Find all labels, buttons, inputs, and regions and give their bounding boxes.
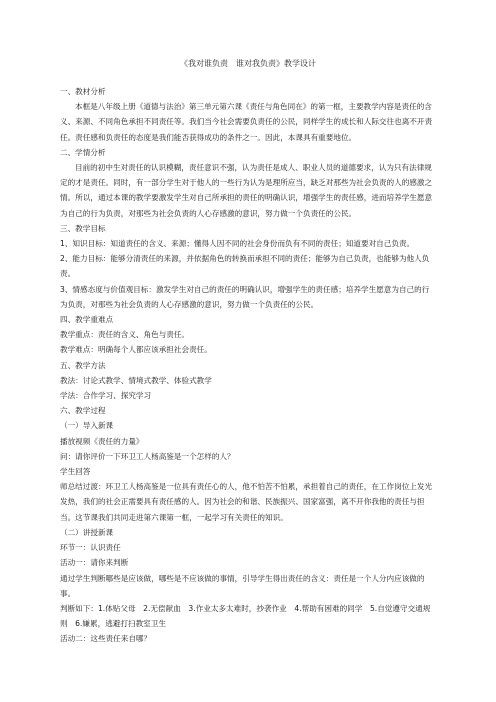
paragraph-line: 2、能力目标：能够分清责任的来源，并依据角色的转换而承担不同的责任；能够为自己负责，也能够为他人负责。	[60, 254, 430, 279]
paragraph-line: 问：请你评价一下环卫工人杨高鉴是一个怎样的人？	[60, 451, 235, 461]
paragraph-line: 二、学情分析	[60, 147, 106, 157]
paragraph-line: 五、教学方法	[60, 360, 106, 370]
paragraph-line: （一）导入新课	[60, 421, 114, 431]
paragraph-line: 环节一：认识责任	[60, 543, 121, 553]
paragraph-line: 三、教学目标	[60, 223, 106, 233]
paragraph-line: 3、情感态度与价值观目标：激发学生对自己的责任的明确认识，增强学生的责任感；培养学生愿意为自己的行为负责，对那些为社会负责的人心存感激的意识，努力做一个负责任的公民。	[60, 284, 430, 309]
paragraph-line: （二）讲授新课	[60, 527, 114, 537]
paragraph-line: 目前的初中生对责任的认识模糊，责任意识不强，认为责任是成人、职业人员的道德要求，认为只有法律规定的才是责任。同时，有一部分学生对于他人的一些行为认为是理所应当，缺乏对那些为社会负责的人的感激之情。所以，通过本课的教学要激发学生对自己所承担的责任的明确认识，增强学生的责任感，进而培养学生愿意为自己的行为负责，对那些为社会负责的人心存感激的意识，努力做一个负责任的公民。	[60, 163, 433, 218]
paragraph-line: 学生回答	[60, 467, 91, 477]
document-body	[60, 84, 436, 647]
paragraph-line: 本框是八年级上册《道德与法治》第三单元第六课《责任与角色同在》的第一框，主要教学内容是责任的含义、来源、不同角色承担不同责任等。我们当今社会需要负责任的公民，同样学生的成长和人际交往也离不开责任。责任感和负责任的态度是我们能否获得成功的条件之一。因此，本课具有重要地位。	[60, 102, 433, 142]
paragraph-line: 师总结过渡：环卫工人杨高鉴是一位具有责任心的人，他不怕苦不怕累，承担着自己的责任，在工作岗位上发光发热，我们的社会正需要具有责任感的人。因为社会的和谐、民族振兴、国家富强，离不开你我他的责任与担当。这节课我们共同走进第六课第一框，一起学习有关责任的知识。	[60, 482, 433, 522]
paragraph-line: 活动二：这些责任来自哪？	[60, 634, 152, 644]
paragraph-line: 1、知识目标：知道责任的含义、来源；懂得人因不同的社会身份而负有不同的责任；知道要对自己负责。	[60, 239, 415, 249]
paragraph-line: 活动一：请你来判断	[60, 558, 129, 568]
paragraph-line: 通过学生判断哪些是应该做，哪些是不应该做的事情，引导学生得出责任的含义：责任是一个人分内应该做的事。	[60, 573, 425, 598]
paragraph-line: 学法：合作学习、探究学习	[60, 391, 152, 401]
paragraph-line: 教法：讨论式教学、情境式教学、体验式教学	[60, 375, 212, 385]
paragraph-line: 六、教学过程	[60, 406, 106, 416]
paragraph-line: 判断如下：1.体贴父母 2.无偿献血 3.作业太多太难时，抄袭作业 4.帮助有困难的同学 5.自觉遵守交通规则 6.嫌累，逃避打扫教室卫生	[60, 603, 431, 629]
paragraph-line: 播放视频《责任的力量》	[60, 436, 144, 446]
paragraph-line: 一、教材分析	[60, 87, 106, 96]
paragraph-line: 教学重点：责任的含义、角色与责任。	[60, 330, 190, 340]
document-title: 《我对谁负责 谁对我负责》教学设计	[180, 59, 316, 68]
paragraph-line: 教学难点：明确每个人都应该承担社会责任。	[60, 345, 212, 355]
paragraph-line: 四、教学重难点	[60, 315, 114, 325]
